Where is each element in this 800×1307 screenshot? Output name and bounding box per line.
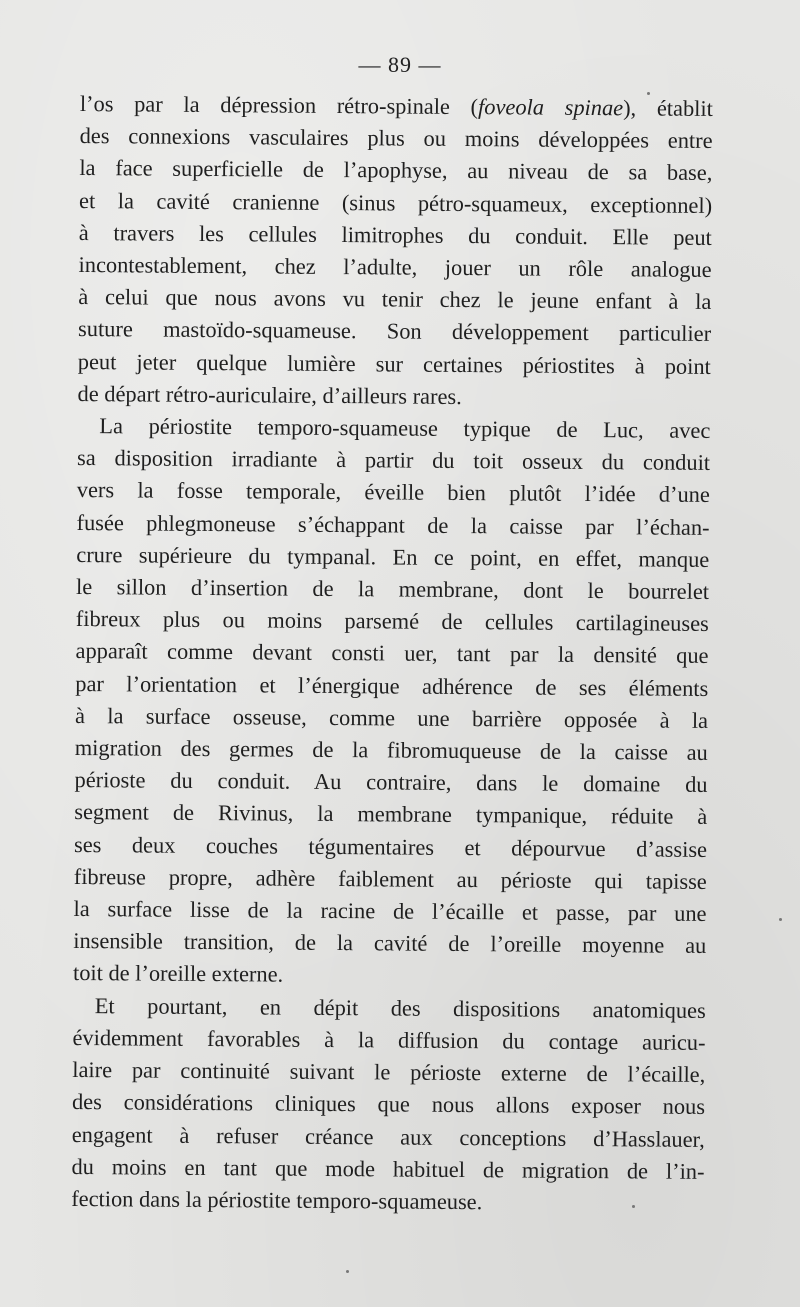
text-line: suture mastoïdo-squameuse. Son développement particulier	[78, 316, 712, 347]
text-line: incontestablement, chez l’adulte, jouer un rôle analogue	[78, 252, 712, 282]
text-line: à travers les cellules limitrophes du conduit. Elle peut	[78, 219, 712, 250]
scan-speck	[346, 1270, 349, 1273]
text-run: ), établit	[623, 95, 713, 121]
scan-speck	[779, 918, 782, 921]
text-line: fection dans la périostite temporo-squameuse.	[71, 1185, 483, 1215]
text-line	[80, 88, 713, 125]
text-line: fibreuse propre, adhère faiblement au périoste qui tapisse	[73, 863, 707, 894]
text-line: à la surface osseuse, comme une barrière opposée à la	[74, 702, 709, 733]
text-line: toit de l’oreille externe.	[72, 960, 284, 988]
text-run: l’os par la dépression rétro-spinale (	[79, 90, 479, 120]
text-line: fibreux plus ou moins parsemé de cellules cartilagineuses	[75, 606, 709, 637]
text-line: laire par continuité suivant le périoste externe de l’écaille,	[72, 1057, 706, 1088]
text-line: des connexions vasculaires plus ou moins développées entre	[79, 123, 713, 154]
text-line: la surface lisse de la racine de l’écaille et passe, par une	[73, 896, 707, 927]
scan-speck	[647, 92, 650, 95]
text-line: migration des germes de la fibromuqueuse de la caisse au	[74, 735, 708, 766]
text-line: apparaît comme devant consti uer, tant par la densité que	[75, 638, 709, 669]
text-line: crure supérieure du tympanal. En ce point, en effet, manque	[76, 541, 710, 572]
text-line: le sillon d’insertion de la membrane, dont le bourrelet	[75, 574, 710, 605]
text-line: segment de Rivinus, la membrane tympanique, réduite à	[74, 799, 708, 830]
text-line: insensible transition, de la cavité de l’oreille moyenne au	[73, 928, 707, 959]
text-line: engagent à refuser créance aux conceptions d’Hasslauer,	[71, 1121, 705, 1152]
text-line: à celui que nous avons vu tenir chez le jeune enfant à la	[78, 284, 712, 315]
text-line: par l’orientation et l’énergique adhérence de ses éléments	[75, 670, 709, 701]
text-line: sa disposition irradiante à partir du toit osseux du conduit	[76, 445, 711, 476]
text-line: fusée phlegmoneuse s’échappant de la caisse par l’échan-	[76, 509, 710, 540]
body-text	[71, 88, 713, 1220]
page-number: — 89 —	[358, 52, 442, 77]
text-line: du moins en tant que mode habituel de migration de l’in-	[71, 1153, 705, 1184]
italic-term: foveola spinae	[477, 94, 624, 121]
text-line: périoste du conduit. Au contraire, dans le domaine du	[74, 767, 708, 798]
text-line: ses deux couches tégumentaires et dépourvue d’assise	[73, 831, 708, 862]
text-line: et la cavité cranienne (sinus pétro-squameux, exceptionnel)	[79, 187, 713, 218]
text-line: vers la fosse temporale, éveille bien plutôt l’idée d’une	[76, 477, 710, 508]
text-line: de départ rétro-auriculaire, d’ailleurs rares.	[77, 380, 462, 409]
text-line: Et pourtant, en dépit des dispositions anatomiques	[94, 992, 706, 1023]
scan-speck	[632, 1205, 635, 1208]
text-line: des considérations cliniques que nous allons exposer nous	[71, 1089, 706, 1120]
text-line: peut jeter quelque lumière sur certaines périostites à point	[77, 348, 711, 379]
text-line: la face superficielle de l’apophyse, au niveau de sa base,	[79, 155, 713, 186]
text-line: La périostite temporo-squameuse typique de Luc, avec	[99, 413, 711, 443]
text-line: évidemment favorables à la diffusion du contage auricu-	[72, 1024, 706, 1055]
